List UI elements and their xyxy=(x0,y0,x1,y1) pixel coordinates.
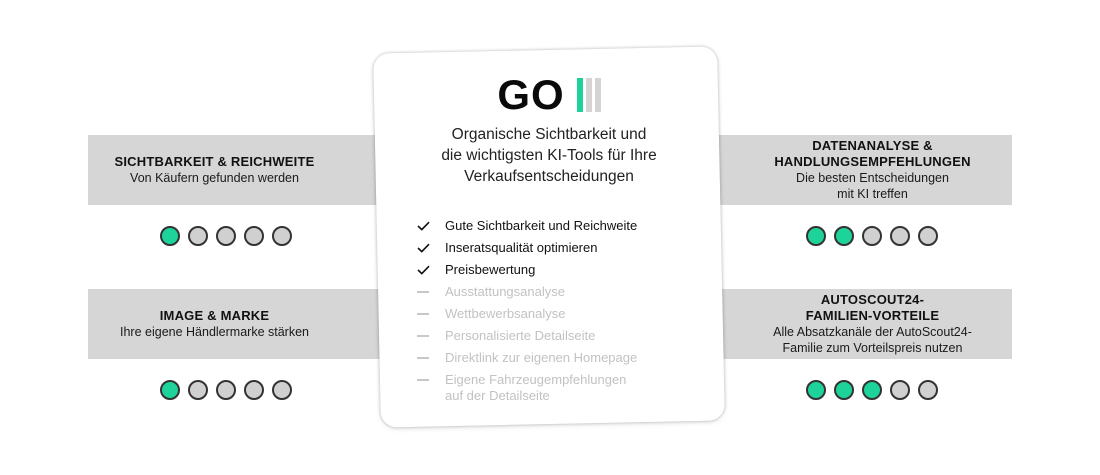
rating-dot-filled xyxy=(862,380,882,400)
feature-subtitle-line2: Familie zum Vorteilspreis nutzen xyxy=(782,341,963,355)
level-bar-2 xyxy=(586,78,592,112)
list-item-excluded: Ausstattungsanalyse xyxy=(417,281,637,303)
rating-dot-empty xyxy=(918,226,938,246)
rating-dot-filled xyxy=(160,226,180,246)
feature-title: IMAGE & MARKE xyxy=(159,308,270,323)
rating-dot-empty xyxy=(918,380,938,400)
feature-title-line2: HANDLUNGSEMPFEHLUNGEN xyxy=(774,154,971,169)
rating-dot-filled xyxy=(806,226,826,246)
dash-icon xyxy=(417,325,445,347)
feature-subtitle: Von Käufern gefunden werden xyxy=(130,171,299,185)
plan-description-line2: die wichtigsten KI-Tools für Ihre xyxy=(441,147,657,164)
plan-description xyxy=(397,124,701,187)
feature-subtitle: Ihre eigene Händlermarke stärken xyxy=(120,325,309,339)
feature-title-line1: AUTOSCOUT24- xyxy=(820,292,925,307)
feature-image-brand xyxy=(88,289,399,359)
rating-dot-empty xyxy=(188,226,208,246)
rating-dot-empty xyxy=(188,380,208,400)
rating-dot-empty xyxy=(862,226,882,246)
rating-dot-empty xyxy=(216,380,236,400)
rating-dot-empty xyxy=(244,226,264,246)
list-item-excluded: Direktlink zur eigenen Homepage xyxy=(417,347,637,369)
feature-title-line2: FAMILIEN-VORTEILE xyxy=(805,308,940,323)
rating-dots-data-analysis xyxy=(806,226,938,246)
rating-dot-empty xyxy=(272,226,292,246)
plan-feature-list xyxy=(417,215,637,404)
rating-dot-empty xyxy=(890,380,910,400)
rating-dot-empty xyxy=(272,380,292,400)
feature-subtitle-line1: Die besten Entscheidungen xyxy=(796,171,949,185)
feature-title: SICHTBARKEIT & REICHWEITE xyxy=(114,154,315,169)
feature-visibility xyxy=(88,135,399,205)
dash-icon xyxy=(417,369,445,391)
plan-level-bars xyxy=(577,78,601,112)
feature-data-analysis xyxy=(701,135,1012,205)
feature-subtitle-line1: Alle Absatzkanäle der AutoScout24- xyxy=(773,325,972,339)
plan-card[interactable] xyxy=(373,46,725,427)
check-icon xyxy=(417,259,445,281)
list-item-excluded: Eigene Fahrzeugempfehlungen auf der Detailseite xyxy=(417,369,637,404)
plan-name: GO xyxy=(497,71,565,118)
list-item-excluded: Wettbewerbsanalyse xyxy=(417,303,637,325)
rating-dot-filled xyxy=(806,380,826,400)
list-item-included: Preisbewertung xyxy=(417,259,637,281)
list-item-included: Inseratsqualität optimieren xyxy=(417,237,637,259)
check-icon xyxy=(417,237,445,259)
check-icon xyxy=(417,215,445,237)
rating-dot-filled xyxy=(834,226,854,246)
level-bar-1 xyxy=(577,78,583,112)
dash-icon xyxy=(417,281,445,303)
rating-dots-family-benefits xyxy=(806,380,938,400)
plan-description-line1: Organische Sichtbarkeit und xyxy=(451,126,647,143)
dash-icon xyxy=(417,303,445,325)
list-item-excluded: Personalisierte Detailseite xyxy=(417,325,637,347)
plan-logo xyxy=(377,72,721,118)
feature-subtitle-line2: mit KI treffen xyxy=(837,187,908,201)
rating-dot-filled xyxy=(160,380,180,400)
rating-dots-image-brand xyxy=(160,380,292,400)
dash-icon xyxy=(417,347,445,369)
rating-dot-empty xyxy=(890,226,910,246)
list-item-included: Gute Sichtbarkeit und Reichweite xyxy=(417,215,637,237)
level-bar-3 xyxy=(595,78,601,112)
plan-description-line3: Verkaufsentscheidungen xyxy=(464,168,634,185)
rating-dot-filled xyxy=(834,380,854,400)
feature-family-benefits xyxy=(701,289,1012,359)
rating-dot-empty xyxy=(216,226,236,246)
rating-dots-visibility xyxy=(160,226,292,246)
rating-dot-empty xyxy=(244,380,264,400)
feature-title-line1: DATENANALYSE & xyxy=(812,138,933,153)
